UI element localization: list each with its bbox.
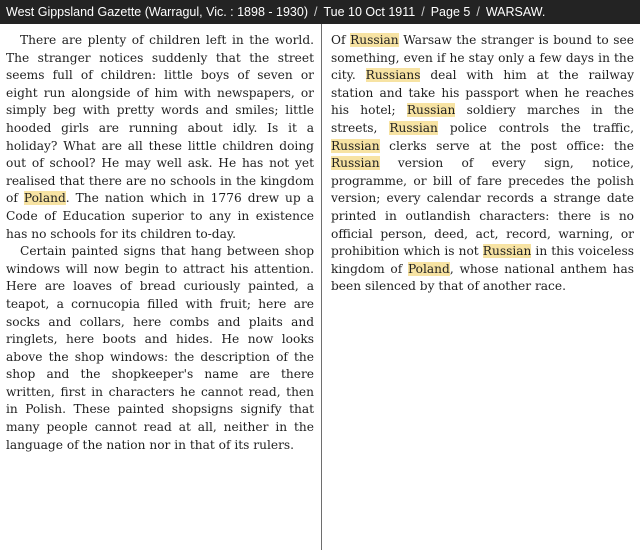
search-term-highlight[interactable]: Russian	[406, 103, 456, 118]
search-term-highlight[interactable]: Poland	[23, 191, 66, 206]
issue-date[interactable]: Tue 10 Oct 1911	[323, 5, 416, 19]
article-paragraph	[6, 32, 314, 243]
article-text: Certain painted signs that hang between shop windows will now begin to attract his attention. Here are loaves of bread curiously painted, a teapot, a cornucopia filled with fruit; here are socks and collars, here combs and plaits and ringlets, here boots and hides. He now looks above the shop windows: the description of the shop and the shopkeeper's name are there written, first in characters he cannot read, then in Polish. These painted shopsigns signify that many people cannot read at all, neither in the language of the nation nor in that of its rulers.	[6, 244, 314, 452]
article-text: , whose national anthem has been silenced by that of another race.	[331, 261, 635, 294]
article-text: . The nation which in 1776 drew up a Code of Education superior to any in existence has no schools for its children to-day.	[6, 191, 314, 241]
document-header-bar	[0, 0, 640, 24]
article-text: There are plenty of children left in the world. The stranger notices suddenly that the street seems full of children: little boys of seven or eight run alongside of him with newspapers, or simply beg with pretty words and smiles; little hooded girls are running about idly. Is it a holiday? What are all these little children doing out of school? He may well ask. He has not yet realised that there are no schools in the kingdom of	[6, 33, 314, 206]
article-text: version of every sign, notice, programme, or bill of fare precedes the polish version; every calendar records a strange date printed in outlandish characters: there is no official person, deed, act, record, warning, or prohibition which is not	[331, 156, 634, 259]
newspaper-scan	[0, 24, 640, 550]
article-paragraph	[6, 243, 314, 454]
article-paragraph	[331, 32, 634, 296]
search-term-highlight[interactable]: Russian	[482, 244, 532, 259]
search-term-highlight[interactable]: Russians	[365, 68, 421, 83]
article-text: soldiery marches in the streets,	[331, 103, 634, 135]
separator: /	[421, 5, 425, 19]
separator: /	[476, 5, 480, 19]
article-text: deal with him at the railway station and take his passport when he reaches his hotel;	[331, 68, 634, 118]
article-text: clerks serve at the post office: the	[379, 138, 634, 153]
article-text: in this voiceless kingdom of	[331, 244, 635, 276]
page-cutoff	[0, 542, 320, 550]
publication-title[interactable]: West Gippsland Gazette (Warragul, Vic. : 1898 - 1930)	[6, 5, 308, 19]
search-term-highlight[interactable]: Russian	[331, 138, 380, 153]
search-term-highlight[interactable]: Russian	[389, 120, 438, 135]
separator: /	[314, 5, 318, 19]
column-divider	[321, 24, 322, 550]
article-text: police controls the traffic,	[437, 120, 634, 135]
search-term-highlight[interactable]: Russian	[350, 33, 399, 47]
article-text: Of	[331, 33, 351, 47]
search-term-highlight[interactable]: Russian	[331, 156, 380, 171]
article-text: Warsaw the stranger is bound to see something, even if he stay only a few days in the city.	[331, 33, 634, 83]
page-number[interactable]: Page 5	[430, 5, 471, 19]
article-title[interactable]: WARSAW.	[485, 5, 546, 19]
search-term-highlight[interactable]: Poland	[407, 261, 450, 276]
right-column	[331, 32, 634, 296]
left-column	[6, 32, 314, 454]
